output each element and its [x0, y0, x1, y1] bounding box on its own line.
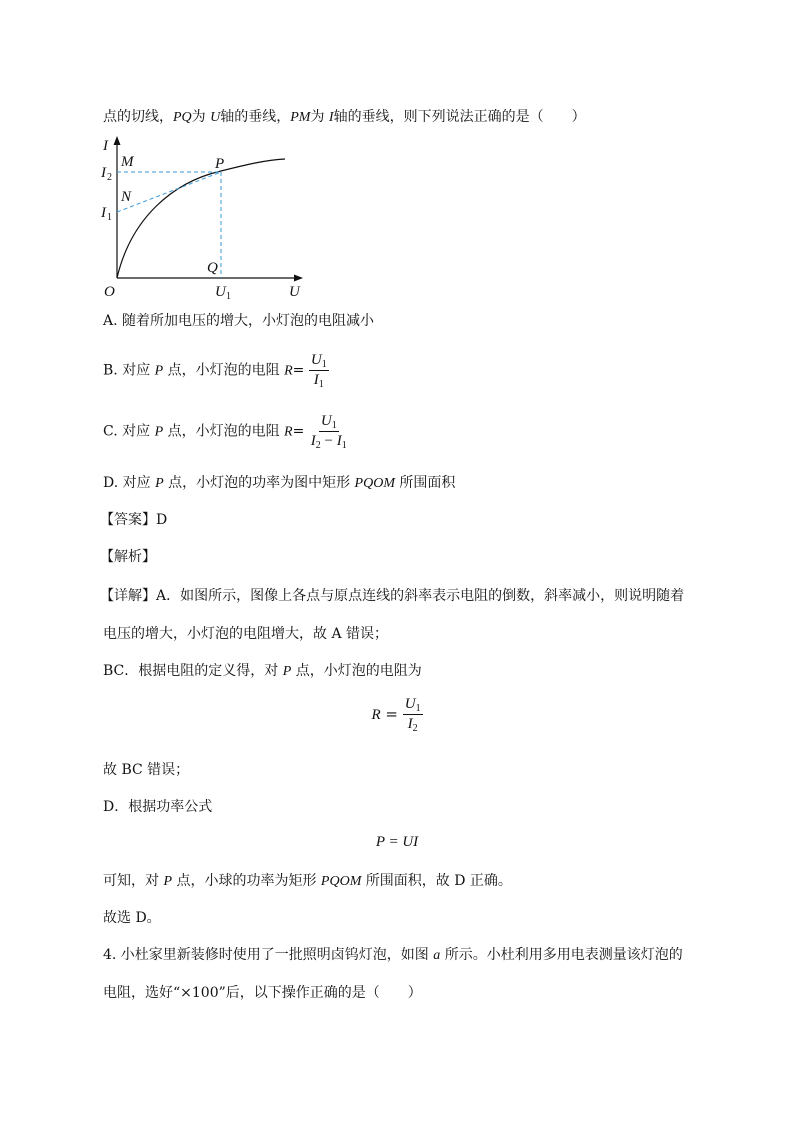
option-b-eq: =: [292, 362, 305, 379]
intro-text: 为: [191, 109, 211, 125]
label-q: Q: [207, 260, 218, 276]
label-u1: U: [215, 284, 226, 300]
option-c-fraction: [309, 413, 349, 450]
option-b-p: P: [154, 363, 164, 379]
option-a-text: A. 随着所加电压的增大，小灯泡的电阻减小: [103, 313, 375, 329]
iu-graph: [95, 130, 315, 305]
eq2-text: P = UI: [375, 834, 419, 850]
intro-text: 为: [310, 109, 329, 125]
intro-pm: PM: [290, 110, 311, 125]
fraction-num: U: [404, 696, 416, 712]
detail-line-1: [100, 586, 684, 606]
option-d-rect: PQOM: [354, 476, 395, 491]
intro-u: U: [210, 110, 221, 125]
i-axis-arrow: [114, 136, 121, 145]
detail-bc-line: [103, 661, 422, 682]
analysis-label: 【解析】: [100, 549, 156, 565]
intro-line: [103, 107, 586, 128]
option-c-eq: =: [292, 423, 305, 440]
label-i2: I: [101, 165, 106, 181]
q4-text: 4. 小杜家里新装修时使用了一批照明卤钨灯泡，如图: [103, 947, 434, 963]
label-u1-sub: 1: [226, 291, 231, 302]
analysis-heading: [100, 547, 156, 567]
fraction-den: I: [336, 433, 342, 449]
detail-text: 电压的增大，小灯泡的电阻增大，故 A 错误；: [103, 626, 389, 642]
option-d-text: 点，小灯泡的功率为图中矩形: [163, 475, 355, 491]
option-d: [103, 473, 455, 494]
eq1-eq: =: [380, 705, 403, 723]
option-c: [103, 413, 349, 450]
fraction-den-sub: 1: [341, 440, 347, 451]
label-n: N: [121, 189, 132, 205]
label-p: P: [215, 156, 225, 172]
detail-text: D．根据功率公式: [103, 799, 213, 815]
answer-label: 【答案】: [100, 512, 156, 528]
q4-text: 电阻，选好“×100”后，以下操作正确的是（ ）: [103, 985, 422, 1001]
fraction-den: I: [313, 372, 319, 388]
fraction-num: U: [320, 413, 332, 429]
intro-text: 轴的垂线，: [220, 109, 291, 125]
detail-bc-wrong: [103, 760, 189, 780]
q4-text: 所示。小杜利用多用电表测量该灯泡的: [440, 947, 683, 963]
fraction-den-sub: 1: [318, 379, 324, 390]
detail-conclusion: [103, 871, 512, 892]
option-c-r: R: [284, 424, 293, 440]
equation-resistance: [0, 696, 794, 733]
detail-text: 故选 D。: [103, 910, 161, 926]
detail-text: 可知，对: [103, 873, 164, 889]
detail-rect: PQOM: [320, 874, 362, 889]
detail-label: 【详解】: [100, 588, 156, 604]
iu-curve: [117, 159, 285, 278]
label-i2-sub: 2: [107, 172, 112, 183]
equation-power: [0, 834, 794, 851]
detail-d-intro: [103, 797, 212, 817]
fraction-num: U: [310, 352, 322, 368]
detail-p: P: [282, 664, 292, 679]
option-d-p: P: [155, 476, 164, 491]
option-d-text: 所围面积: [394, 475, 456, 491]
option-b: [103, 352, 329, 389]
option-a: [103, 311, 374, 331]
fraction-den-sub: 2: [412, 723, 418, 734]
label-i1: I: [101, 205, 106, 221]
intro-text: 点的切线，: [103, 109, 173, 125]
eq1-fraction: [403, 696, 423, 733]
label-i: I: [103, 138, 108, 154]
option-b-fraction: [309, 352, 329, 389]
option-b-r: R: [284, 363, 293, 379]
fraction-den: I: [310, 433, 316, 449]
detail-line-2: [103, 624, 388, 644]
u-axis-arrow: [294, 275, 303, 282]
option-c-text: C. 对应: [103, 423, 155, 440]
option-c-p: P: [154, 424, 164, 440]
answer-value: D: [156, 512, 168, 528]
q4-a: a: [433, 948, 441, 963]
tangent-dashed-line: [117, 172, 221, 212]
fraction-den: I: [407, 716, 413, 732]
option-b-text: 点，小灯泡的电阻: [163, 362, 285, 379]
intro-text: 轴的垂线，则下列说法正确的是（ ）: [333, 109, 586, 125]
detail-text: 所围面积，故 D 正确。: [361, 873, 512, 889]
detail-text: 点，小球的功率为矩形: [172, 873, 321, 889]
q4-line-2: [103, 983, 422, 1003]
label-m: M: [121, 154, 134, 170]
fraction-num-sub: 1: [321, 359, 327, 370]
label-i1-sub: 1: [107, 212, 112, 223]
fraction-minus: −: [320, 433, 337, 449]
intro-pq: PQ: [173, 110, 192, 125]
detail-select: [103, 908, 161, 928]
fraction-num-sub: 1: [331, 420, 337, 431]
fraction-den-sub: 2: [315, 440, 321, 451]
fraction-num-sub: 1: [415, 703, 421, 714]
detail-text: 点，小灯泡的电阻为: [291, 663, 422, 679]
detail-text: BC．根据电阻的定义得，对: [103, 663, 283, 679]
option-b-text: B. 对应: [103, 362, 155, 379]
detail-p: P: [163, 874, 173, 889]
option-c-text: 点，小灯泡的电阻: [163, 423, 285, 440]
answer-line: [100, 510, 167, 530]
label-u: U: [289, 284, 300, 300]
q4-line-1: [103, 945, 683, 966]
option-d-text: D. 对应: [103, 475, 156, 491]
intro-i: I: [328, 110, 334, 125]
eq1-r: R: [371, 707, 381, 723]
detail-text: 故 BC 错误；: [103, 762, 190, 778]
label-o: O: [104, 284, 115, 300]
detail-text: A．如图所示，图像上各点与原点连线的斜率表示电阻的倒数，斜率减小，则说明随着: [156, 588, 685, 604]
